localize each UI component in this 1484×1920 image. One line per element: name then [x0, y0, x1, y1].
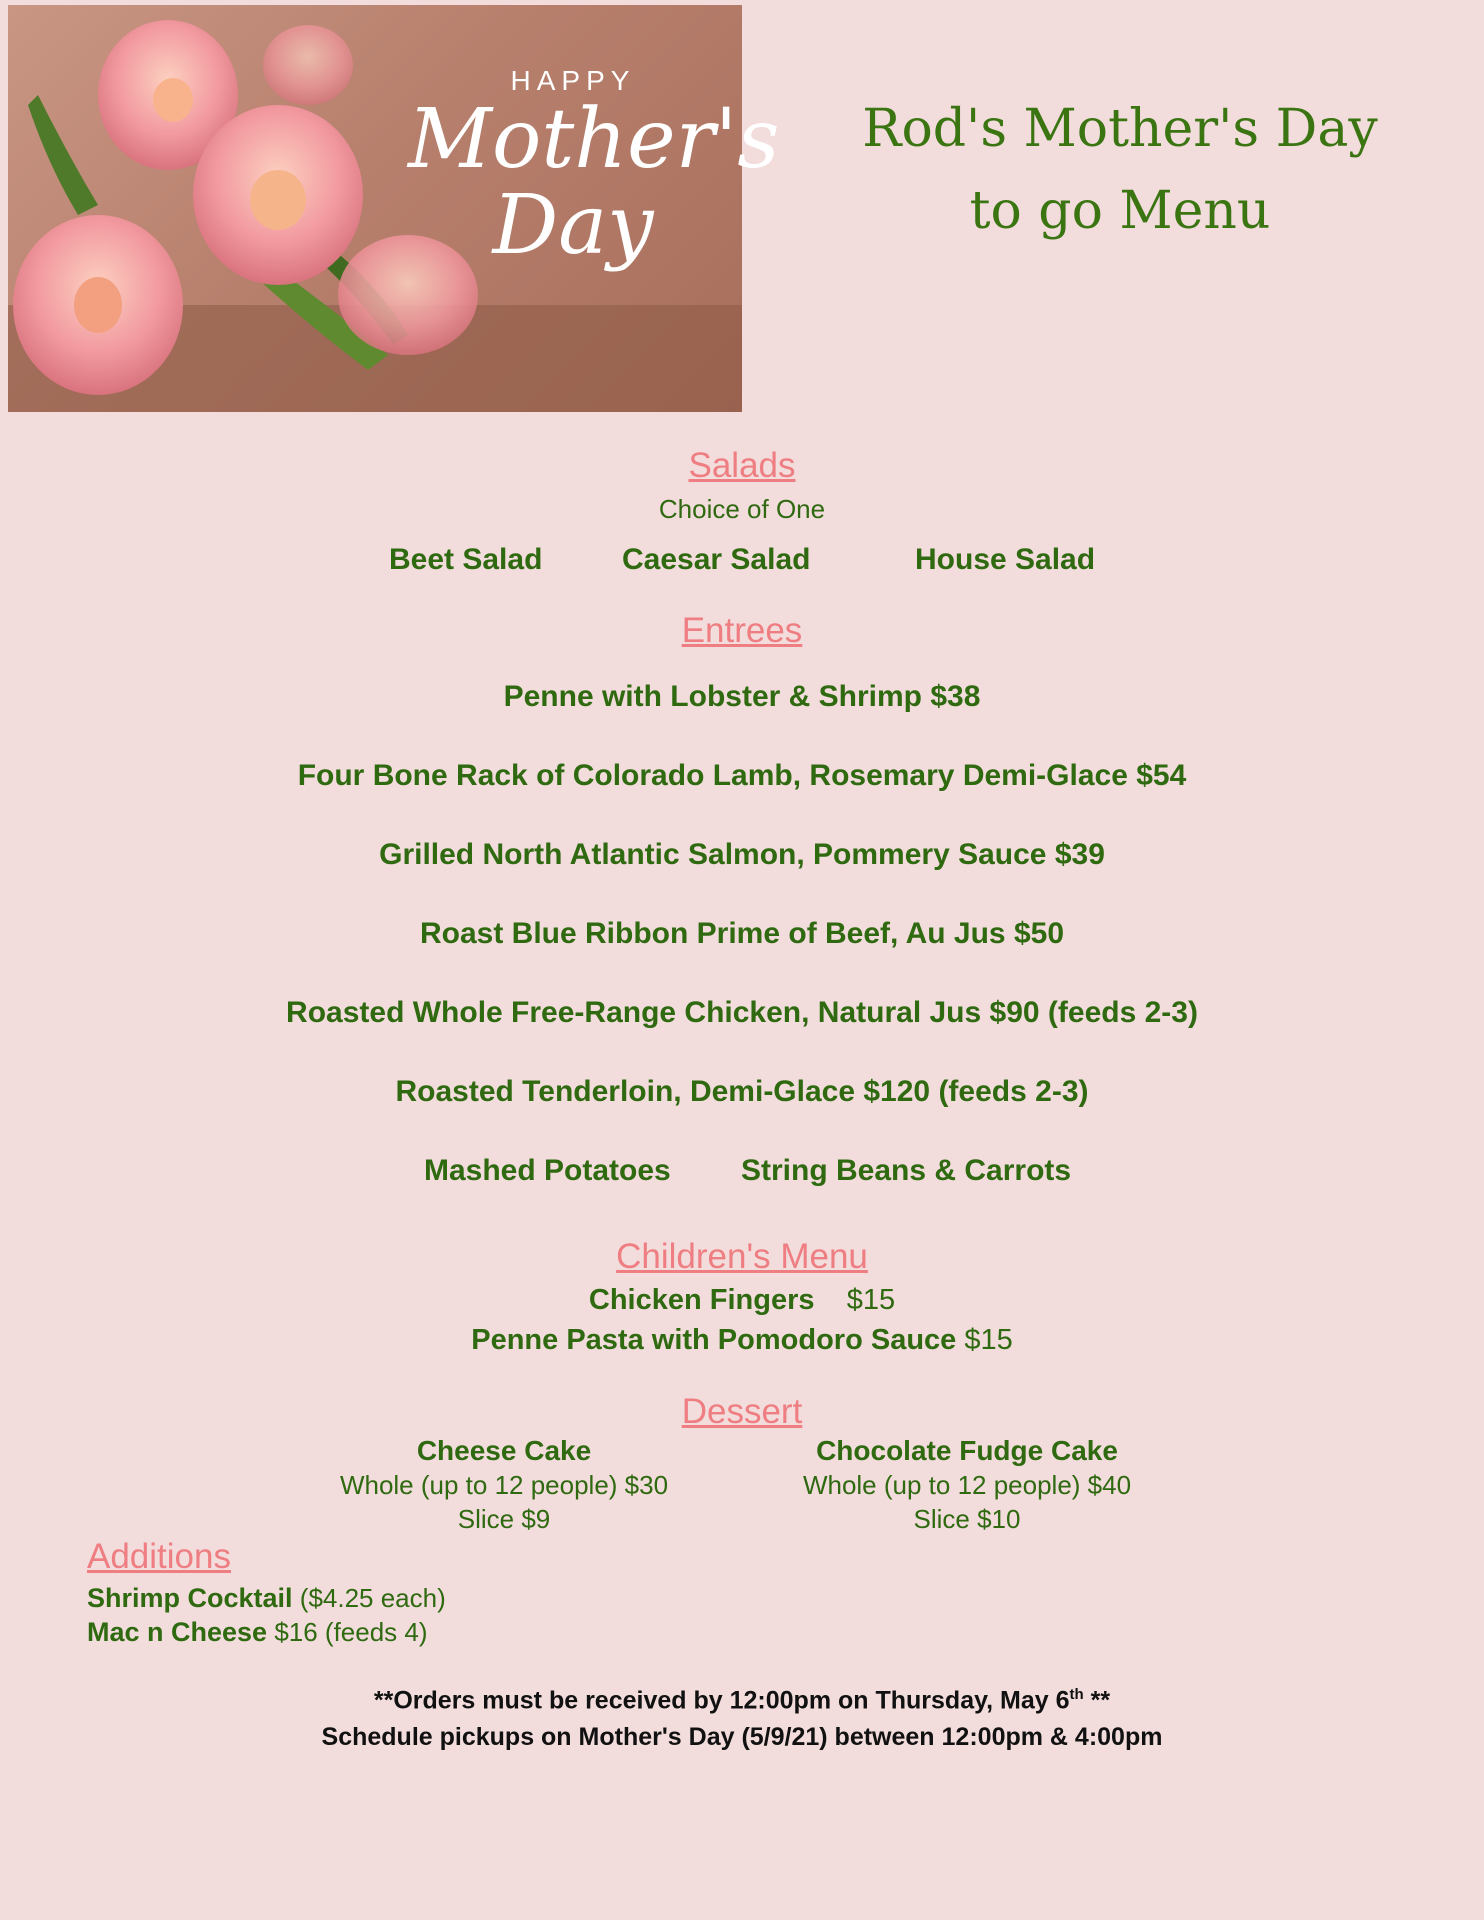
dessert-name: Chocolate Fudge Cake [816, 1435, 1118, 1466]
hero-image [8, 5, 780, 412]
childrens-item-price: $15 [846, 1284, 896, 1316]
dessert-item-chocolate-fudge-cake [757, 1434, 1177, 1536]
childrens-item-name: Chicken Fingers [588, 1284, 815, 1316]
entrees-heading: Entrees [681, 611, 803, 650]
dessert-slice-price: Slice $9 [457, 1504, 551, 1534]
hero-greeting [408, 65, 780, 273]
entree-item: Penne with Lobster & Shrimp $38 [503, 680, 981, 713]
addition-detail: $16 (feeds 4) [274, 1617, 428, 1647]
title-line-2: to go Menu [969, 181, 1271, 241]
entree-item: Roasted Whole Free-Range Chicken, Natural Jus $90 (feeds 2-3) [286, 996, 1198, 1029]
hero-happy-text: HAPPY [510, 65, 636, 96]
pickup-schedule-notice: Schedule pickups on Mother's Day (5/9/21) between 12:00pm & 4:00pm [321, 1723, 1163, 1751]
hero-script-mothers: Mother's [408, 92, 780, 187]
order-deadline-text: **Orders must be received by 12:00pm on Thursday, May 6 [373, 1686, 1070, 1715]
salads-note: Choice of One [658, 494, 826, 524]
addition-detail: ($4.25 each) [299, 1583, 446, 1613]
dessert-slice-price: Slice $10 [913, 1504, 1021, 1534]
childrens-item-name: Penne Pasta with Pomodoro Sauce [471, 1324, 957, 1356]
dessert-heading: Dessert [681, 1392, 803, 1431]
dessert-whole-price: Whole (up to 12 people) $40 [802, 1470, 1132, 1500]
salad-item-house: House Salad [915, 543, 1096, 576]
salad-item-caesar: Caesar Salad [622, 543, 811, 576]
addition-item [87, 1615, 446, 1649]
side-item-mashed-potatoes: Mashed Potatoes [424, 1154, 671, 1187]
dessert-name: Cheese Cake [416, 1435, 592, 1466]
salad-item-beet: Beet Salad [389, 543, 543, 576]
salads-heading: Salads [688, 446, 796, 485]
childrens-item-price: $15 [964, 1324, 1013, 1356]
dessert-whole-price: Whole (up to 12 people) $30 [339, 1470, 669, 1500]
entree-item: Grilled North Atlantic Salmon, Pommery Sauce $39 [379, 838, 1105, 871]
addition-name: Mac n Cheese [87, 1617, 268, 1647]
hero-script-day: Day [492, 178, 654, 273]
order-deadline-superscript: th [1069, 1686, 1084, 1703]
title-line-1: Rod's Mother's Day [862, 99, 1378, 159]
dessert-item-cheese-cake [294, 1434, 714, 1536]
childrens-item [0, 1324, 1484, 1357]
page-title [800, 88, 1440, 252]
entree-item: Four Bone Rack of Colorado Lamb, Rosemary Demi-Glace $54 [297, 759, 1187, 792]
entree-item: Roasted Tenderloin, Demi-Glace $120 (feeds 2-3) [395, 1075, 1089, 1108]
side-item-string-beans: String Beans & Carrots [741, 1154, 1072, 1187]
entree-item: Roast Blue Ribbon Prime of Beef, Au Jus $50 [419, 917, 1065, 950]
childrens-item [0, 1284, 1484, 1317]
additions-heading: Additions [87, 1537, 231, 1576]
additions-section [87, 1537, 446, 1649]
order-deadline-suffix: ** [1083, 1686, 1111, 1715]
order-deadline-notice [0, 1686, 1484, 1715]
childrens-menu-heading: Children's Menu [616, 1237, 868, 1276]
addition-name: Shrimp Cocktail [87, 1583, 293, 1613]
addition-item [87, 1581, 446, 1615]
